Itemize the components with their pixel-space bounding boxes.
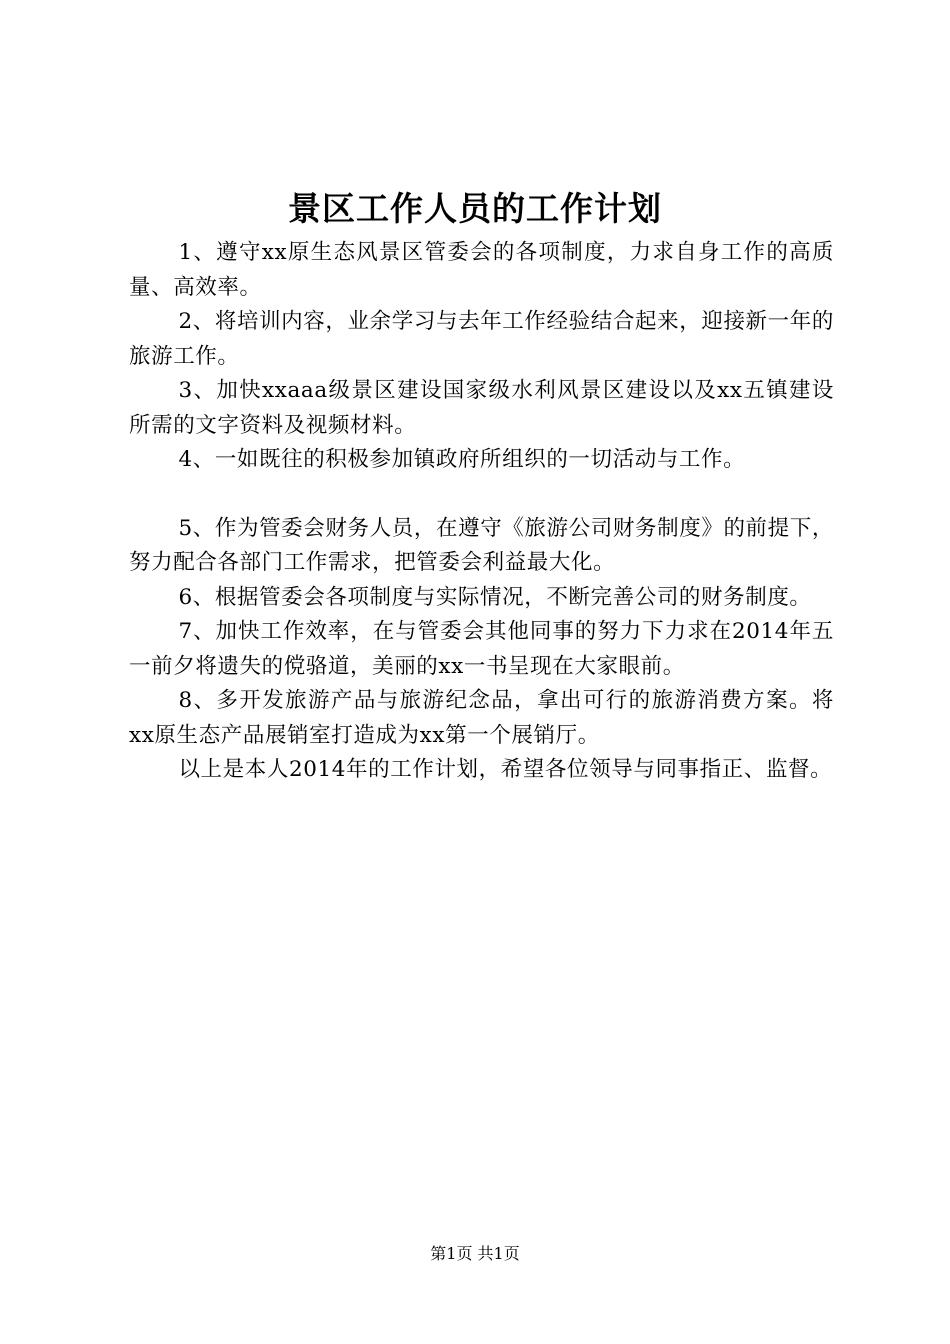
paragraph-8: 8、多开发旅游产品与旅游纪念品，拿出可行的旅游消费方案。将xx原生态产品展销室打造成为xx第一个展销厅。 [129,688,834,748]
paragraph-5: 5、作为管委会财务人员，在遵守《旅游公司财务制度》的前提下，努力配合各部门工作需求，把管委会利益最大化。 [129,515,834,575]
document-body [129,236,834,788]
document-title: 景区工作人员的工作计划 [288,189,662,228]
paragraph-7: 7、加快工作效率，在与管委会其他同事的努力下力求在2014年五一前夕将遗失的傥骆道，美丽的xx一书呈现在大家眼前。 [129,619,834,679]
paragraph-3: 3、加快xxaaa级景区建设国家级水利风景区建设以及xx五镇建设所需的文字资料及视频材料。 [129,378,834,438]
paragraph-6: 6、根据管委会各项制度与实际情况，不断完善公司的财务制度。 [178,584,812,610]
page-number-footer: 第1页 共1页 [430,1244,520,1263]
paragraph-2: 2、将培训内容，业余学习与去年工作经验结合起来，迎接新一年的旅游工作。 [129,309,834,369]
paragraph-4: 4、一如既往的积极参加镇政府所组织的一切活动与工作。 [178,447,746,472]
paragraph-1: 1、遵守xx原生态风景区管委会的各项制度，力求自身工作的高质量、高效率。 [129,240,834,300]
paragraph-closing: 以上是本人2014年的工作计划，希望各位领导与同事指正、监督。 [178,757,833,782]
